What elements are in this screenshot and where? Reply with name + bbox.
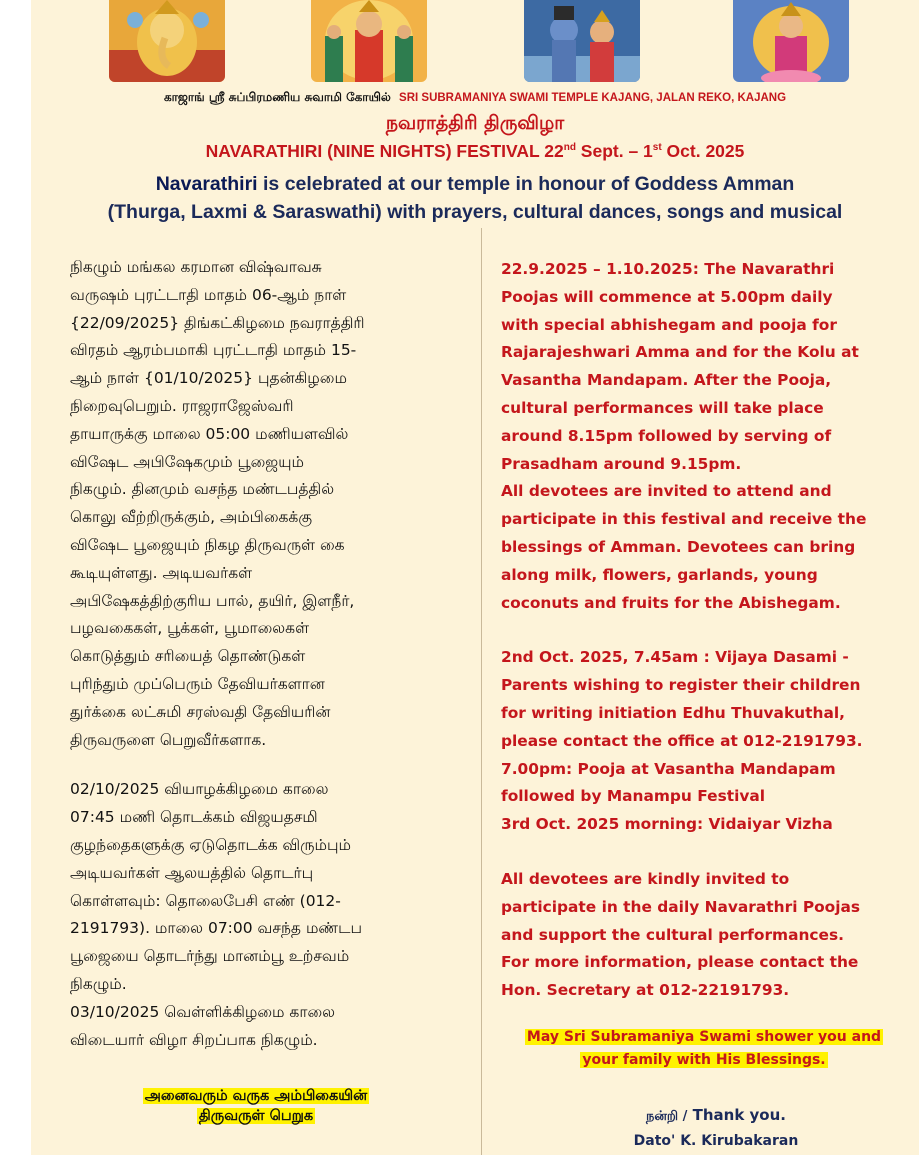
blessing-message: May Sri Subramaniya Swami shower you and your family with His Blessings. — [526, 1029, 882, 1068]
temple-name-english: SRI SUBRAMANIYA SWAMI TEMPLE KAJANG, JALAN REKO, KAJANG — [399, 92, 787, 104]
temple-name-tamil: காஜாங் ஸ்ரீ சுப்பிரமணிய சுவாமி கோயில் — [163, 90, 391, 104]
intro-text: Navarathiri is celebrated at our temple in honour of Goddess Amman (Thurga, Laxmi & Saraswathi) with prayers, cultural dances, songs and musical — [107, 173, 843, 223]
festival-title-tamil: நவராத்திரி திருவிழா — [385, 112, 565, 134]
festival-flyer — [31, 0, 919, 1155]
tamil-column — [70, 254, 470, 1054]
tamil-highlight: அனைவரும் வருக அம்பிகையின் திருவருள் பெறுக — [144, 1088, 368, 1124]
ganesha-image — [109, 0, 225, 82]
temple-name-line — [31, 90, 919, 106]
english-column — [501, 256, 911, 1005]
lakshmi-image — [733, 0, 849, 82]
deity-images-row — [31, 0, 919, 88]
thank-you-line: நன்றி / Thank you. — [645, 1106, 786, 1124]
english-paragraph-1: 22.9.2025 – 1.10.2025: The Navarathri Poojas will commence at 5.00pm daily with special abhishegam and pooja for Rajarajeshwari Amma and for the Kolu at Vasantha Mandapam. After the Pooja, cultural performances will take place around 8.15pm followed by serving of Prasadham around 9.15pm. All devotees are invited to attend and participate in this festival and receive the blessings of Amman. Devotees can bring along milk, flowers, garlands, young coconuts and fruits for the Abishegam. — [501, 260, 867, 612]
column-divider — [481, 228, 482, 1155]
murugan-image — [311, 0, 427, 82]
signer-name: Dato' K. Kirubakaran — [633, 1133, 799, 1149]
english-paragraph-3: All devotees are kindly invited to participate in the daily Navarathri Poojas and support the cultural performances. For more information, please contact the Hon. Secretary at 012-22191793. — [501, 869, 861, 1000]
festival-title-english: NAVARATHIRI (NINE NIGHTS) FESTIVAL 22nd Sept. – 1st Oct. 2025 — [205, 141, 745, 161]
tamil-paragraph-2: 02/10/2025 வியாழக்கிழமை காலை 07:45 மணி தொடக்கம் விஜயதசமி குழந்தைகளுக்கு ஏடுதொடக்க விரும்பும் அடியவர்கள் ஆலயத்தில் தொடர்பு கொள்ளவும்: தொலைபேசி எண் (012- 2191793). மாலை 07:00 வசந்த மண்டப பூஜையை தொடர்ந்து மானம்பூ உற்சவம் நிகழும். 03/10/2025 வெள்ளிக்கிழமை காலை விடையார் விழா சிறப்பாக நிகழும். — [70, 780, 363, 1049]
english-paragraph-2: 2nd Oct. 2025, 7.45am : Vijaya Dasami - Parents wishing to register their children for writing initiation Edhu Thuvakuthal, please contact the office at 012-2191793. 7.00pm: Pooja at Vasantha Mandapam followed by Manampu Festival 3rd Oct. 2025 morning: Vidaiyar Vizha — [501, 648, 863, 834]
tamil-paragraph-1: நிகழும் மங்கல கரமான விஷ்வாவசு வருஷம் புரட்டாதி மாதம் 06-ஆம் நாள் {22/09/2025} திங்கட்கிழமை நவராத்திரி விரதம் ஆரம்பமாகி புரட்டாதி மாதம் 15- ஆம் நாள் {01/10/2025} புதன்கிழமை நிறைவுபெறும். ராஜராஜேஸ்வரி தாயாருக்கு மாலை 05:00 மணியளவில் விஷேட அபிஷேகமும் பூஜையும் நிகழும். தினமும் வசந்த மண்டபத்தில் கொலு வீற்றிருக்கும், அம்பிகைக்கு விஷேட பூஜையும் நிகழ திருவருள் கை கூடியுள்ளது. அடியவர்கள் அபிஷேகத்திற்குரிய பால், தயிர், இளநீர், பழவகைகள், பூக்கள், பூமாலைகள் கொடுத்தும் சரியைத் தொண்டுகள் புரிந்தும் முப்பெரும் தேவியர்களான துர்க்கை லட்சுமி சரஸ்வதி தேவியரின் திருவருளை பெறுவீர்களாக. — [70, 258, 365, 749]
shiva-parvati-image — [524, 0, 640, 82]
